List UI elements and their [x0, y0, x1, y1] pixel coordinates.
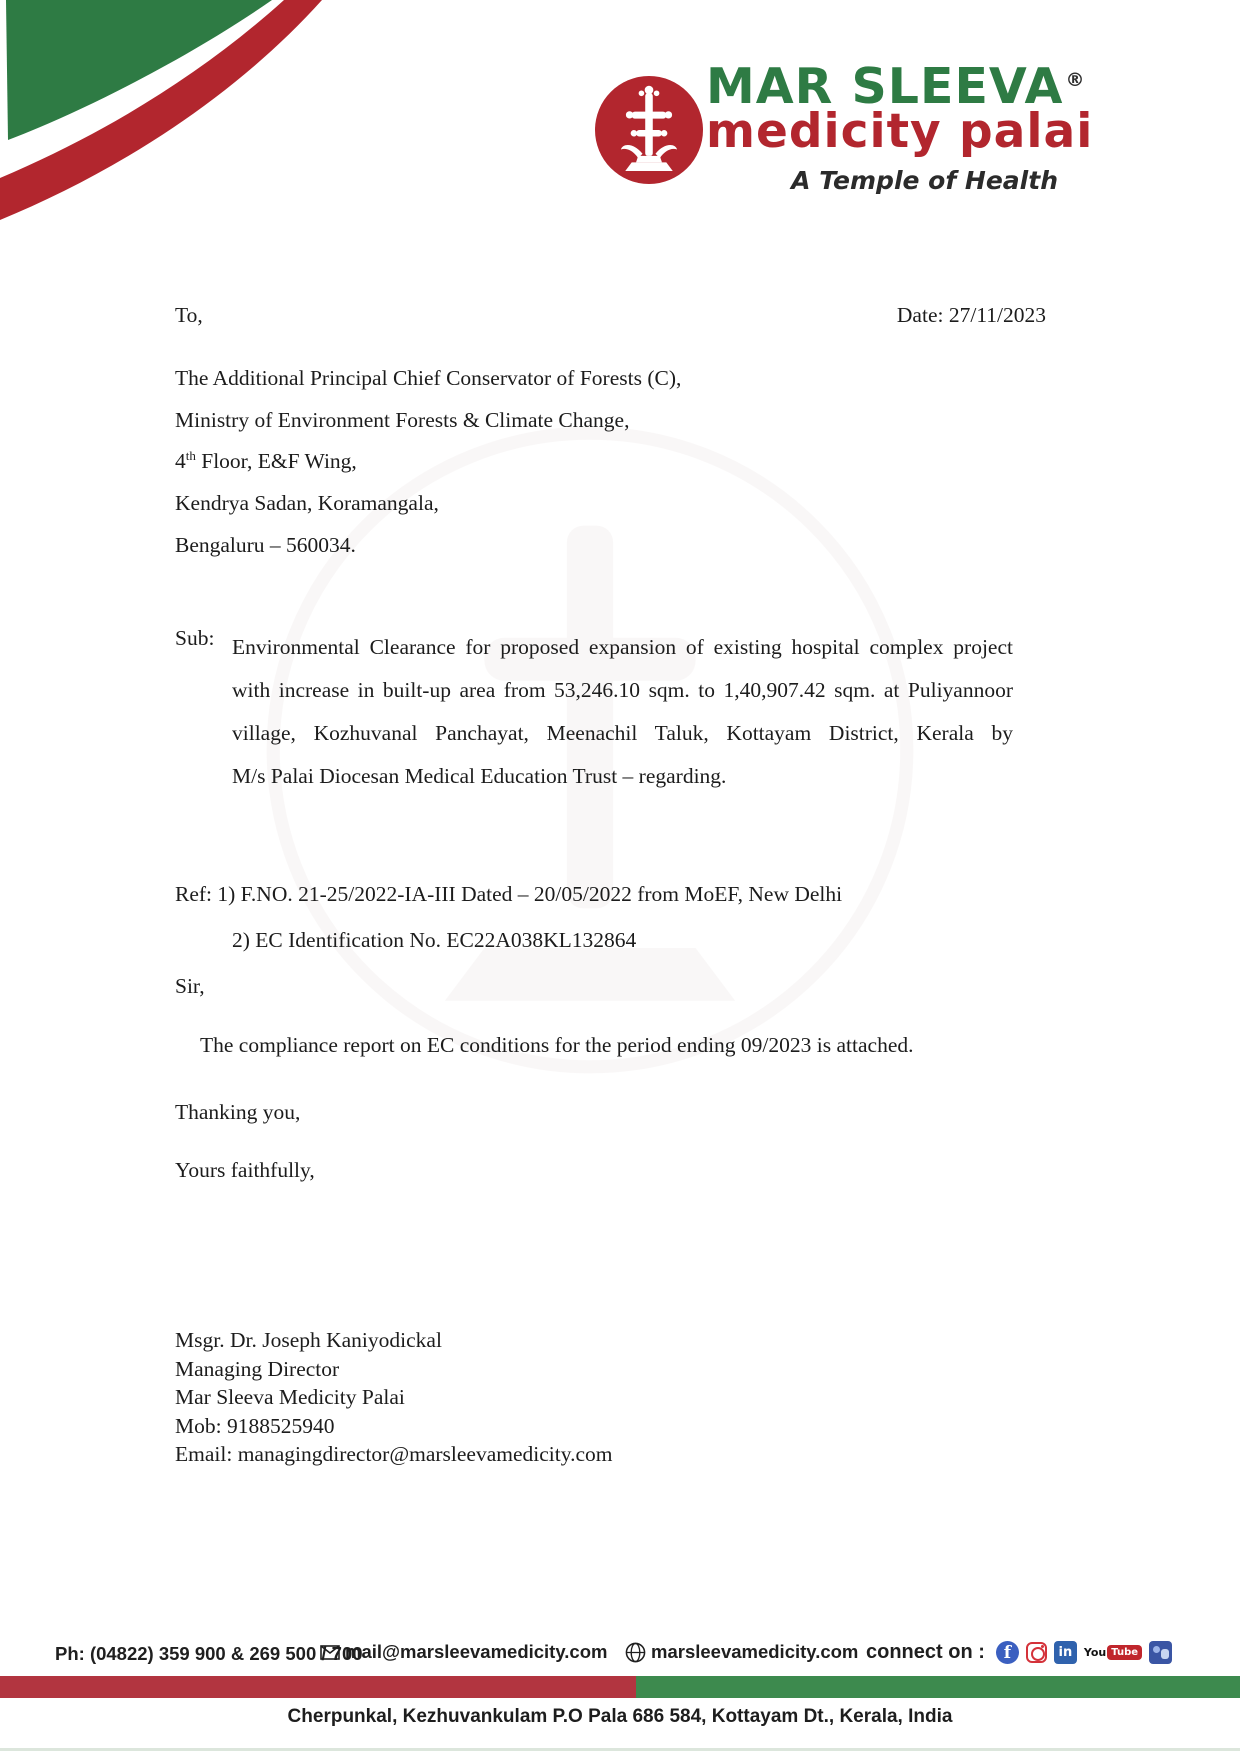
mar-sleeva-cross-logo: [595, 76, 703, 184]
footer-website-text: marsleevamedicity.com: [651, 1641, 859, 1662]
instagram-icon: [1026, 1642, 1047, 1663]
page-bottom-scan-edge: [0, 1748, 1240, 1751]
community-icon: [1149, 1641, 1172, 1664]
recipient-line: The Additional Principal Chief Conservator of Forests (C),: [175, 366, 682, 390]
signatory-organization: Mar Sleeva Medicity Palai: [175, 1385, 405, 1409]
to-label: To,: [175, 303, 203, 327]
signatory-mobile: Mob: 9188525940: [175, 1413, 335, 1438]
footer-website: [625, 1641, 858, 1663]
footer-address: Cherpunkal, Kezhuvankulam P.O Pala 686 584, Kottayam Dt., Kerala, India: [287, 1706, 953, 1727]
reference-line: Ref: 1) F.NO. 21-25/2022-IA-III Dated – 20/05/2022 from MoEF, New Delhi: [175, 882, 843, 906]
signatory-name: Msgr. Dr. Joseph Kaniyodickal: [175, 1328, 442, 1352]
letter-date: Date: 27/11/2023: [896, 303, 1046, 327]
subject-line: M/s Palai Diocesan Medical Education Trust – regarding.: [232, 764, 727, 788]
subject-line: Environmental Clearance for proposed expansion of existing hospital complex project: [232, 635, 1013, 659]
registered-trademark-symbol: ®: [1065, 68, 1086, 91]
ordinal-suffix: th: [185, 447, 196, 463]
footer-stripe-red: [0, 1676, 636, 1698]
brand-tagline: A Temple of Health: [791, 166, 1058, 196]
brand-name-text: MAR SLEEVA: [706, 58, 1064, 115]
connect-on-label: connect on :: [866, 1641, 985, 1663]
signatory-title: Managing Director: [175, 1356, 340, 1381]
youtube-icon-you-text: You: [1083, 1646, 1107, 1659]
recipient-line: Ministry of Environment Forests & Climate Change,: [175, 408, 630, 432]
facebook-icon: f: [996, 1641, 1019, 1664]
footer-email: [320, 1641, 607, 1663]
signature-block: [175, 1326, 613, 1469]
youtube-icon-tube-text: Tube: [1107, 1645, 1142, 1660]
letter-body-line: The compliance report on EC conditions for the period ending 09/2023 is attached.: [200, 1033, 914, 1057]
subject-line: with increase in built-up area from 53,246.10 sqm. to 1,40,907.42 sqm. at Puliyannoor: [232, 678, 1013, 702]
recipient-line: Bengaluru – 560034.: [175, 533, 356, 557]
envelope-icon: [320, 1645, 340, 1660]
recipient-line: Kendrya Sadan, Koramangala,: [175, 491, 439, 515]
recipient-line: [175, 449, 357, 474]
youtube-icon: [1084, 1645, 1142, 1660]
floor-number: 4: [175, 449, 186, 473]
corner-swoosh-graphic: [0, 0, 322, 225]
floor-line-rest: Floor, E&F Wing,: [195, 449, 357, 473]
footer-connect: [866, 1641, 1172, 1664]
footer-stripe-green: [636, 1676, 1240, 1698]
reference-line: 2) EC Identification No. EC22A038KL132864: [232, 928, 637, 952]
social-icons-row: [996, 1641, 1172, 1664]
linkedin-icon: in: [1054, 1641, 1077, 1664]
thanking-line: Thanking you,: [175, 1100, 301, 1124]
footer-email-text: mail@marsleevamedicity.com: [345, 1641, 608, 1662]
salutation: Sir,: [175, 974, 205, 998]
footer-phone: Ph: (04822) 359 900 & 269 500 / 700: [55, 1643, 363, 1664]
subject-line: village, Kozhuvanal Panchayat, Meenachil Taluk, Kottayam District, Kerala by: [232, 721, 1013, 745]
globe-icon: [625, 1642, 646, 1663]
closing-line: Yours faithfully,: [175, 1158, 315, 1182]
brand-subname: medicity palai: [706, 104, 1094, 159]
subject-block: [232, 626, 1013, 798]
signatory-email: Email: managingdirector@marsleevamedicity.com: [175, 1442, 613, 1466]
subject-label: Sub:: [175, 626, 215, 650]
brand-block: [706, 58, 1094, 196]
